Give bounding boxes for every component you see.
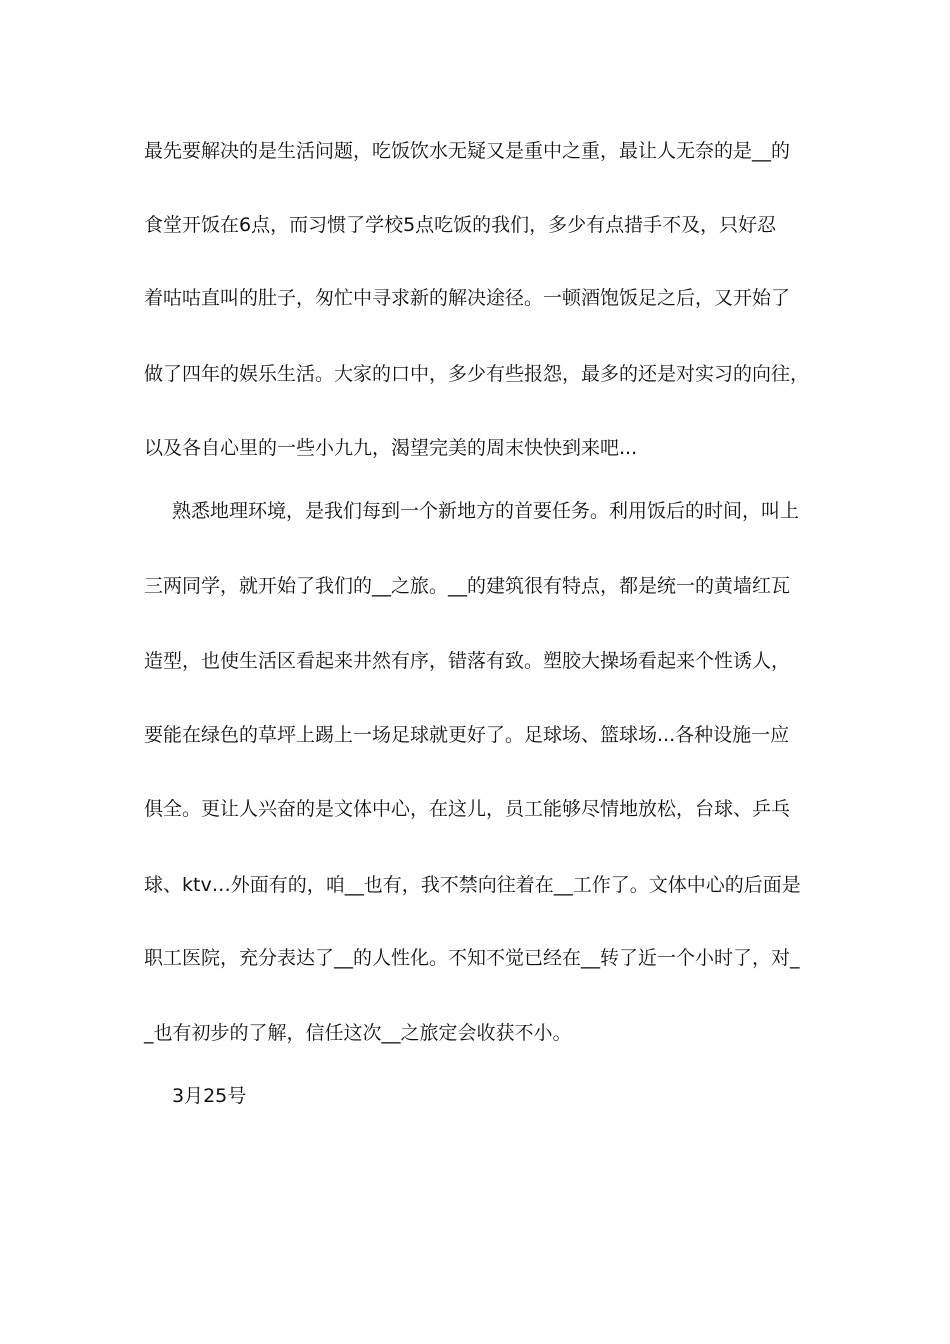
paragraph1-line2: 食堂开饭在6点，而习惯了学校5点吃饭的我们，多少有点措手不及，只好忍 xyxy=(144,214,777,236)
paragraph2-line4: 要能在绿色的草坪上踢上一场足球就更好了。足球场、篮球场...各种设施一应 xyxy=(144,724,790,746)
paragraph2-line3: 造型，也使生活区看起来井然有序，错落有致。塑胶大操场看起来个性诱人， xyxy=(144,650,791,672)
paragraph1-line5: 以及各自心里的一些小九九，渴望完美的周末快快到来吧... xyxy=(144,437,638,459)
paragraph2-line2: 三两同学，就开始了我们的__之旅。__的建筑很有特点，都是统一的黄墙红瓦 xyxy=(144,575,791,597)
paragraph1-line3: 着咕咕直叫的肚子，匆忙中寻求新的解决途径。一顿酒饱饭足之后，又开始了 xyxy=(144,287,791,309)
paragraph2-line6: 球、ktv…外面有的，咱__也有，我不禁向往着在__工作了。文体中心的后面是 xyxy=(144,874,801,896)
paragraph2-line1: 熟悉地理环境，是我们每到一个新地方的首要任务。利用饭后的时间，叫上 xyxy=(172,500,800,522)
paragraph1-line4: 做了四年的娱乐生活。大家的口中，多少有些报怨，最多的还是对实习的向往， xyxy=(144,363,810,385)
paragraph2-line7: 职工医院，充分表达了__的人性化。不知不觉已经在__转了近一个小时了，对_ xyxy=(144,947,800,969)
paragraph1-line1: 最先要解决的是生活问题，吃饭饮水无疑又是重中之重，最让人无奈的是__的 xyxy=(144,140,791,162)
paragraph2-line5: 俱全。更让人兴奋的是文体中心，在这儿，员工能够尽情地放松，台球、乒乓 xyxy=(144,798,791,820)
date-heading: 3月25号 xyxy=(172,1085,247,1107)
paragraph2-line8: _也有初步的了解，信任这次__之旅定会收获不小。 xyxy=(144,1022,572,1044)
